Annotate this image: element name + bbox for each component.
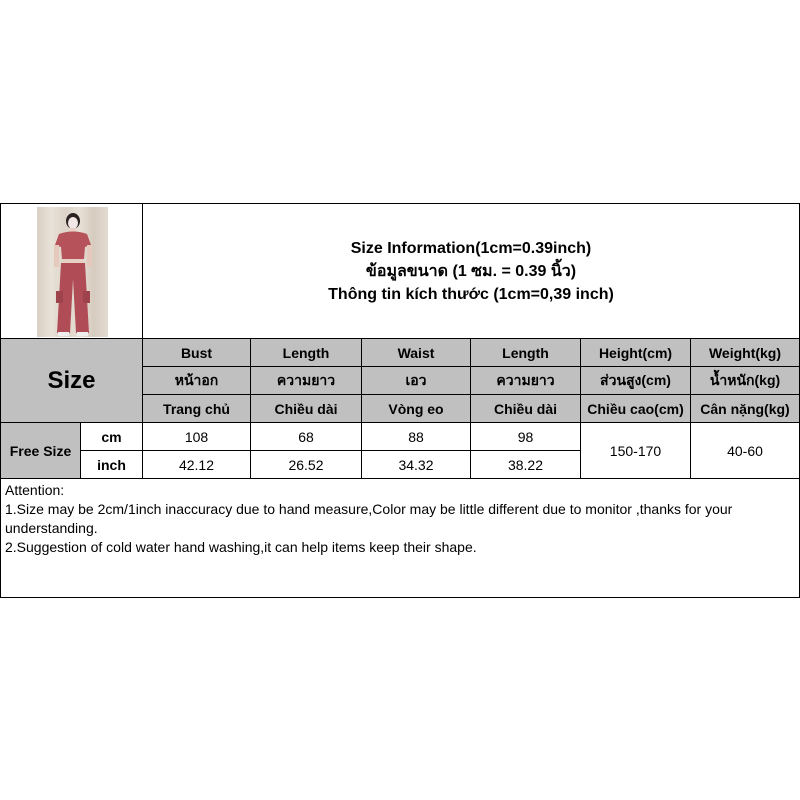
length-inch: 26.52 [251,451,362,479]
col-header-waist-en: Waist [362,339,471,367]
col-header-height-en: Height(cm) [581,339,691,367]
col-header-weight-en: Weight(kg) [691,339,799,367]
unit-cm: cm [81,423,143,451]
title-thai: ข้อมูลขนาด (1 ซม. = 0.39 นิ้ว) [365,262,577,280]
col-header-bust-vi: Trang chủ [143,395,251,423]
title-english: Size Information(1cm=0.39inch) [350,239,592,257]
bust-cm: 108 [143,423,251,451]
col-header-length2-en: Length [471,339,581,367]
weight-range: 40-60 [691,423,799,479]
size-header [1,339,143,423]
note-measurement: 1.Size may be 2cm/1inch inaccuracy due to hand measure,Color may be little different due to monitor ,thanks for your understanding. [5,501,733,536]
col-header-weight-vi: Cân nặng(kg) [691,395,799,423]
col-header-bust-en: Bust [143,339,251,367]
size-info-title [143,204,799,339]
col-header-length-vi: Chiều dài [251,395,362,423]
length-cm: 68 [251,423,362,451]
waist-inch: 34.32 [362,451,471,479]
attention-heading: Attention: [5,482,65,498]
col-header-height-th: ส่วนสูง(cm) [581,367,691,395]
title-vietnamese: Thông tin kích thước (1cm=0,39 inch) [328,285,614,303]
col-header-length-en: Length [251,339,362,367]
size-chart [0,203,800,598]
length2-cm: 98 [471,423,581,451]
col-header-weight-th: น้ำหนัก(kg) [691,367,799,395]
col-header-waist-th: เอว [362,367,471,395]
col-header-bust-th: หน้าอก [143,367,251,395]
size-name: Free Size [1,423,81,479]
size-label: Size [47,366,96,394]
waist-cm: 88 [362,423,471,451]
bust-inch: 42.12 [143,451,251,479]
product-photo [37,207,108,337]
height-range: 150-170 [581,423,691,479]
length2-inch: 38.22 [471,451,581,479]
note-washing: 2.Suggestion of cold water hand washing,it can help items keep their shape. [5,539,477,555]
unit-inch: inch [81,451,143,479]
col-header-length2-vi: Chiều dài [471,395,581,423]
col-header-height-vi: Chiều cao(cm) [581,395,691,423]
col-header-length-th: ความยาว [251,367,362,395]
col-header-waist-vi: Vòng eo [362,395,471,423]
col-header-length2-th: ความยาว [471,367,581,395]
attention-notes [1,479,799,559]
model-illustration [37,207,108,337]
product-photo-cell [1,204,143,339]
